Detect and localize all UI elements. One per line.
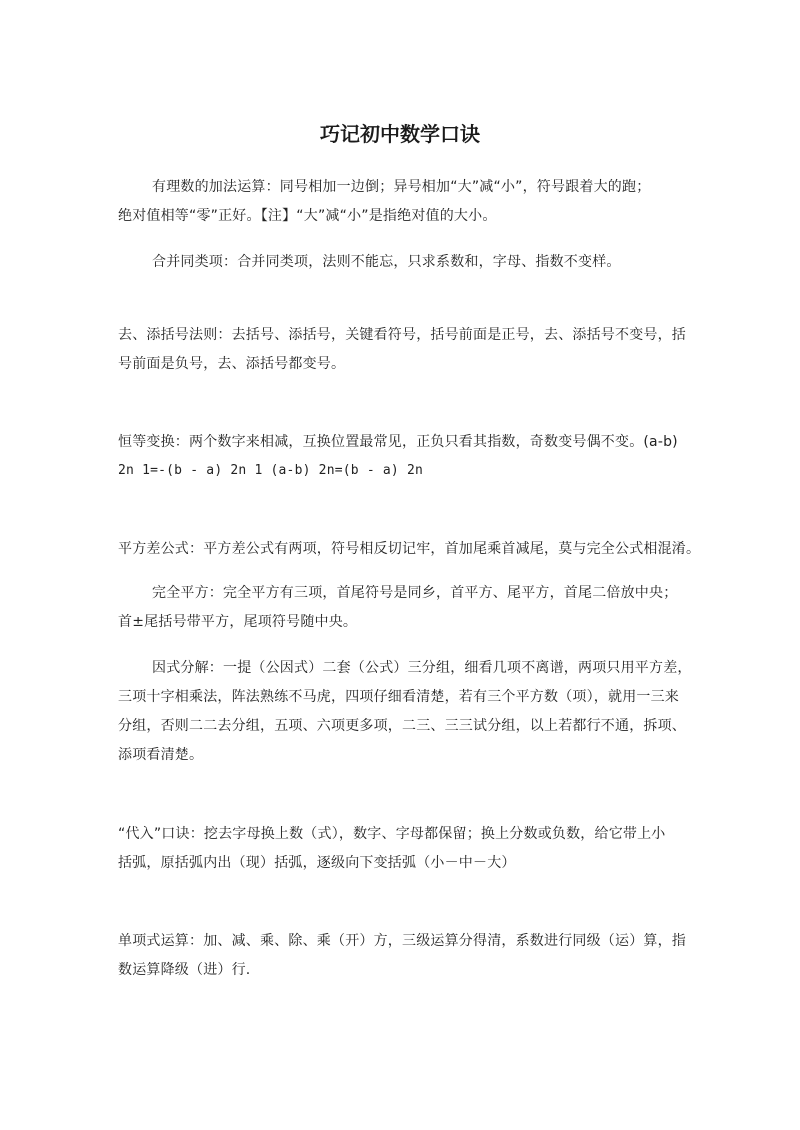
paragraph-line-perfect-square-1: 完全平方：完全平方有三项，首尾符号是同乡，首平方、尾平方，首尾二倍放中央；	[152, 585, 678, 601]
document-title: 巧记初中数学口诀	[320, 122, 480, 146]
paragraph-line-rational-addition-1: 有理数的加法运算：同号相加一边倒；异号相加“大”减“小”，符号跟着大的跑；	[152, 179, 651, 195]
paragraph-line-substitution-1: “代入”口诀：挖去字母换上数（式），数字、字母都保留；换上分数或负数，给它带上小	[118, 826, 666, 842]
paragraph-line-factoring-2: 三项十字相乘法，阵法熟练不马虎，四项仔细看清楚，若有三个平方数（项），就用一三来	[118, 689, 679, 705]
paragraph-line-identity-2: 2n 1=-(b - a) 2n 1 (a-b) 2n=(b - a) 2n	[118, 463, 424, 478]
paragraph-line-factoring-3: 分组，否则二二去分组，五项、六项更多项，二三、三三试分组，以上若都行不通，拆项、	[118, 718, 686, 734]
paragraph-line-substitution-2: 括弧，原括弧内出（现）括弧，逐级向下变括弧（小－中－大）	[118, 855, 516, 871]
paragraph-line-monomial-2: 数运算降级（进）行.	[118, 962, 251, 978]
paragraph-line-difference-of-squares: 平方差公式：平方差公式有两项，符号相反切记牢，首加尾乘首减尾，莫与完全公式相混淆。	[118, 541, 701, 557]
paragraph-line-identity-1: 恒等变换：两个数字来相减，互换位置最常见，正负只看其指数，奇数变号偶不变。(a-b)	[118, 434, 678, 450]
paragraph-line-brackets-2: 号前面是负号，去、添括号都变号。	[118, 356, 346, 372]
paragraph-line-brackets-1: 去、添括号法则：去括号、添括号，关键看符号，括号前面是正号，去、添括号不变号，括	[118, 327, 686, 343]
paragraph-line-factoring-4: 添项看清楚。	[118, 747, 204, 763]
paragraph-line-rational-addition-2: 绝对值相等“零”正好。【注】“大”减“小”是指绝对值的大小。	[118, 208, 497, 224]
paragraph-line-perfect-square-2: 首±尾括号带平方，尾项符号随中央。	[118, 614, 358, 630]
paragraph-line-like-terms: 合并同类项：合并同类项，法则不能忘，只求系数和，字母、指数不变样。	[152, 254, 621, 270]
paragraph-line-monomial-1: 单项式运算：加、减、乘、除、乘（开）方，三级运算分得清，系数进行同级（运）算，指	[118, 933, 686, 949]
paragraph-line-factoring-1: 因式分解：一提（公因式）二套（公式）三分组，细看几项不离谱，两项只用平方差，	[152, 660, 692, 676]
